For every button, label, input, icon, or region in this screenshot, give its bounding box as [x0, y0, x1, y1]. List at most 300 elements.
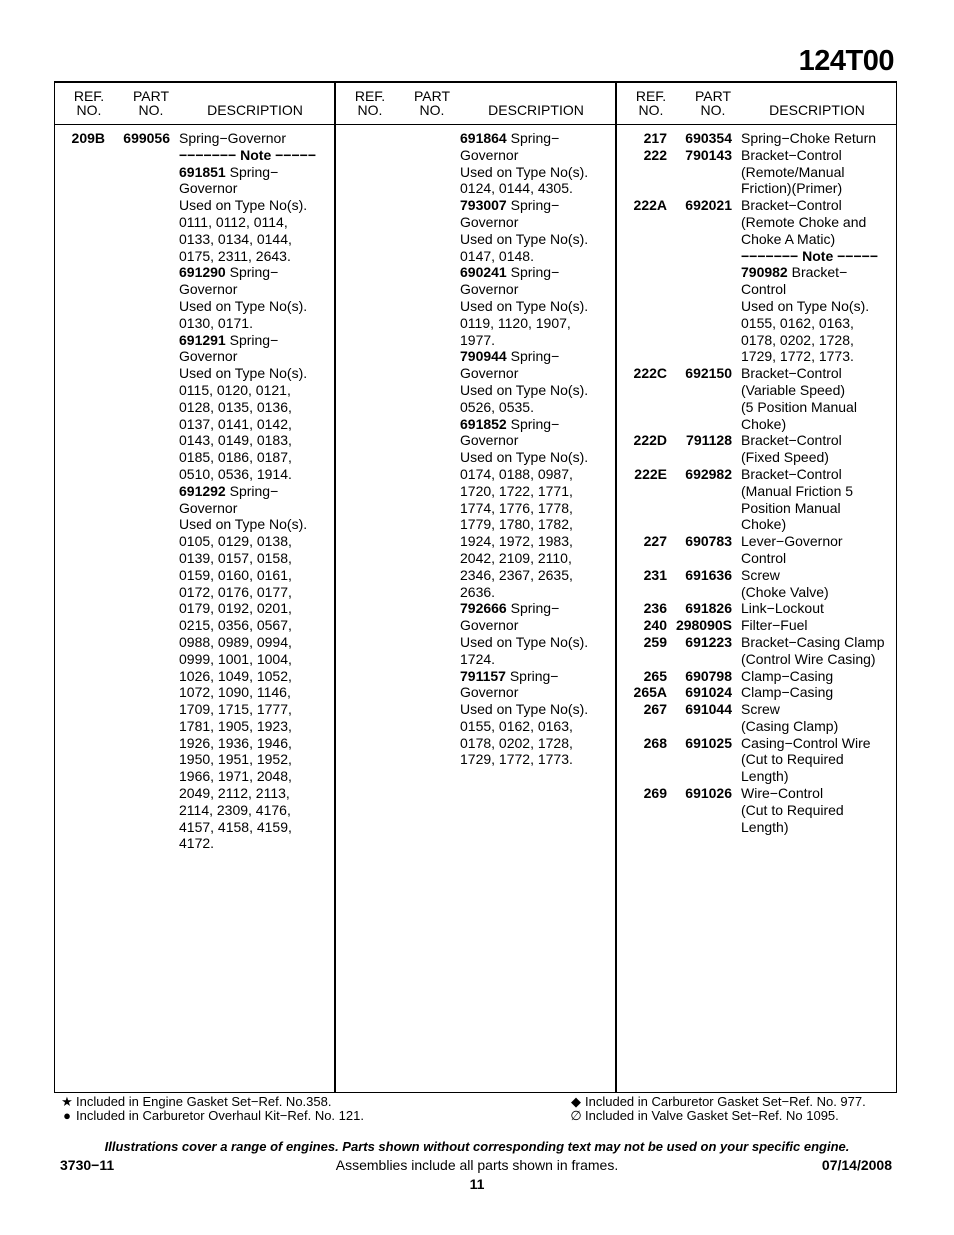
description-line	[179, 449, 335, 466]
part-header-line2: NO.	[419, 102, 445, 118]
description-text: 4157, 4158, 4159,	[179, 818, 292, 835]
description-text: 0178, 0202, 1728,	[460, 734, 573, 751]
description-line	[179, 298, 335, 315]
description-line	[460, 416, 616, 433]
description-text: 1779, 1780, 1782,	[460, 516, 573, 533]
description-line	[741, 751, 897, 768]
description-text: Used on Type No(s).	[460, 449, 589, 466]
description-text: Governor	[460, 365, 519, 382]
part-number: 691044	[685, 701, 732, 718]
description-text: Bracket−Control	[741, 365, 842, 382]
description-text: Control	[741, 549, 787, 566]
description-text: 0185, 0186, 0187,	[179, 449, 292, 466]
description-text: (Choke Valve)	[741, 583, 829, 600]
description-line	[741, 365, 897, 382]
description-line	[741, 281, 897, 298]
description-line	[460, 332, 616, 349]
description-text: 0178, 0202, 1728,	[741, 331, 854, 348]
description-line	[179, 584, 335, 601]
description-text: (Manual Friction 5	[741, 482, 854, 499]
part-row	[617, 567, 897, 601]
description-line	[179, 802, 335, 819]
legend-left	[58, 1095, 364, 1123]
ref-number: 236	[643, 600, 667, 617]
description-line	[460, 516, 616, 533]
description-line	[179, 768, 335, 785]
description-text: Used on Type No(s).	[179, 297, 308, 314]
part-row	[617, 668, 897, 685]
ref-number: 231	[643, 566, 667, 583]
description-text: Governor	[460, 146, 519, 163]
description-line	[179, 600, 335, 617]
description-text: 0128, 0135, 0136,	[179, 398, 292, 415]
description-line	[741, 584, 897, 601]
description-line	[179, 264, 335, 281]
part-description	[741, 701, 897, 735]
description-text: 0139, 0157, 0158,	[179, 549, 292, 566]
description-text: (Remote Choke and	[741, 213, 867, 230]
ref-number: 222A	[633, 197, 667, 214]
description-line	[460, 298, 616, 315]
part-description	[179, 130, 335, 852]
description-text: Lever−Governor	[741, 533, 843, 550]
description-line	[179, 365, 335, 382]
bullet-icon: ●	[63, 1108, 71, 1123]
description-text: Spring−	[225, 264, 279, 281]
part-header-line2: NO.	[138, 102, 164, 118]
part-number: 691024	[685, 684, 732, 701]
part-row	[617, 466, 897, 533]
description-text: 0155, 0162, 0163,	[741, 314, 854, 331]
description-line	[741, 147, 897, 164]
ref-number: 222E	[634, 465, 667, 482]
description-line	[460, 348, 616, 365]
alt-part-number: 691290	[179, 264, 226, 281]
ref-number: 222C	[633, 365, 667, 382]
part-row	[617, 130, 897, 147]
part-description	[741, 466, 897, 533]
description-text: 1950, 1951, 1952,	[179, 751, 292, 768]
description-text: Length)	[741, 768, 789, 785]
description-line	[460, 197, 616, 214]
ref-header-line2: NO.	[76, 102, 102, 118]
description-line	[460, 449, 616, 466]
part-description	[741, 130, 897, 147]
part-description	[741, 600, 897, 617]
description-text: 0988, 0989, 0994,	[179, 633, 292, 650]
description-text: 0133, 0134, 0144,	[179, 230, 292, 247]
description-text: Governor	[179, 348, 238, 365]
description-line	[179, 617, 335, 634]
description-line	[460, 281, 616, 298]
part-number: 690354	[685, 130, 732, 146]
description-line	[741, 399, 897, 416]
part-description	[741, 197, 897, 365]
description-line	[741, 483, 897, 500]
description-line	[460, 147, 616, 164]
description-line	[179, 835, 335, 852]
description-line	[460, 701, 616, 718]
description-line	[460, 264, 616, 281]
part-header-line1: PART	[694, 88, 732, 104]
description-line	[741, 785, 897, 802]
description-line	[179, 735, 335, 752]
part-description	[741, 634, 897, 668]
description-text: (Variable Speed)	[741, 381, 846, 398]
part-row	[617, 533, 897, 567]
description-line	[179, 819, 335, 836]
description-text: 4172.	[179, 835, 215, 852]
note-separator: −−−−−−− Note −−−−−	[741, 247, 878, 264]
description-text: 1781, 1905, 1923,	[179, 717, 292, 734]
description-line	[460, 164, 616, 181]
description-text: 0179, 0192, 0201,	[179, 600, 292, 617]
description-line	[179, 180, 335, 197]
description-text: (Remote/Manual	[741, 163, 845, 180]
description-text: Governor	[460, 281, 519, 298]
parts-column-3	[617, 83, 897, 1092]
description-text: 0172, 0176, 0177,	[179, 583, 292, 600]
description-line	[460, 668, 616, 685]
description-text: 0159, 0160, 0161,	[179, 566, 292, 583]
description-text: Bracket−Control	[741, 432, 842, 449]
description-line	[460, 466, 616, 483]
description-text: Bracket−Control	[741, 197, 842, 214]
description-text: 2049, 2112, 2113,	[179, 785, 290, 802]
description-line	[179, 533, 335, 550]
description-line	[179, 382, 335, 399]
alt-part-number: 691291	[179, 331, 226, 348]
ref-number: 265	[643, 667, 667, 684]
description-line	[741, 617, 897, 634]
description-line	[460, 180, 616, 197]
description-text: 0137, 0141, 0142,	[179, 415, 292, 432]
description-text: Governor	[179, 180, 238, 197]
part-number: 692021	[685, 197, 732, 214]
description-line	[460, 684, 616, 701]
legend-right	[567, 1095, 866, 1123]
description-line	[460, 634, 616, 651]
alt-part-number: 691852	[460, 415, 507, 432]
description-text: Governor	[460, 617, 519, 634]
part-row	[617, 701, 897, 735]
description-text: Spring−	[225, 163, 279, 180]
description-text: Used on Type No(s).	[179, 197, 308, 214]
description-line	[741, 550, 897, 567]
part-description	[741, 735, 897, 785]
description-text: 0143, 0149, 0183,	[179, 432, 292, 449]
parts-table	[54, 81, 897, 1093]
description-text: Used on Type No(s).	[460, 297, 589, 314]
description-text: 0119, 1120, 1907,	[460, 314, 571, 331]
description-text: 1724.	[460, 650, 496, 667]
part-number: 691026	[685, 785, 732, 802]
description-line	[179, 281, 335, 298]
description-line	[460, 500, 616, 517]
part-number: 691025	[685, 734, 732, 751]
description-line	[179, 500, 335, 517]
description-line	[460, 735, 616, 752]
disclaimer: Illustrations cover a range of engines. Parts shown without corresponding text may not be used on your specific engine.	[104, 1139, 850, 1154]
description-text: Used on Type No(s).	[741, 297, 870, 314]
description-line	[179, 785, 335, 802]
description-line	[460, 651, 616, 668]
description-line	[179, 130, 335, 147]
parts-rows	[617, 130, 897, 835]
parts-column-1	[55, 83, 335, 1092]
description-text: Used on Type No(s).	[460, 381, 589, 398]
description-line	[741, 164, 897, 181]
description-line	[460, 382, 616, 399]
assemblies-note: Assemblies include all parts shown in frames.	[335, 1157, 619, 1173]
description-text: (Casing Clamp)	[741, 717, 839, 734]
description-line	[460, 718, 616, 735]
alt-part-number: 691292	[179, 482, 226, 499]
note-separator: −−−−−−− Note −−−−−	[179, 146, 316, 163]
part-description	[741, 432, 897, 466]
ref-number: 209B	[71, 130, 105, 146]
alt-part-number: 790944	[460, 348, 507, 365]
description-line	[741, 684, 897, 701]
description-text: 0175, 2311, 2643.	[179, 247, 291, 264]
part-header-line1: PART	[413, 88, 451, 104]
part-number: 790143	[685, 146, 732, 163]
description-line	[179, 248, 335, 265]
part-description	[741, 684, 897, 701]
description-text: Governor	[460, 684, 519, 701]
ref-number: 259	[643, 633, 667, 650]
part-number: 692150	[685, 365, 732, 382]
part-row	[617, 634, 897, 668]
description-text: Spring−	[506, 415, 560, 432]
ref-header-line2: NO.	[638, 102, 664, 118]
description-text: 0147, 0148.	[460, 247, 534, 264]
part-row	[617, 617, 897, 634]
description-text: Spring−	[506, 600, 560, 617]
description-text: 0130, 0171.	[179, 314, 253, 331]
description-text: Link−Lockout	[741, 600, 824, 617]
description-line	[179, 315, 335, 332]
description-line	[460, 248, 616, 265]
description-line	[179, 399, 335, 416]
description-line	[741, 348, 897, 365]
description-text: 1774, 1776, 1778,	[460, 499, 573, 516]
description-line	[460, 214, 616, 231]
ref-number: 227	[643, 533, 667, 550]
description-text: Governor	[179, 499, 238, 516]
description-line	[179, 348, 335, 365]
alt-part-number: 691864	[460, 130, 507, 146]
description-text: 0999, 1001, 1004,	[179, 650, 292, 667]
description-line	[179, 164, 335, 181]
description-line	[741, 264, 897, 281]
part-row	[617, 684, 897, 701]
description-line	[179, 651, 335, 668]
empty-set-icon: ∅	[570, 1108, 582, 1123]
description-line	[741, 819, 897, 836]
part-number: 691223	[685, 633, 732, 650]
description-text: Choke A Matic)	[741, 230, 836, 247]
description-line	[460, 315, 616, 332]
description-text: Screw	[741, 701, 780, 718]
alt-part-number: 790982	[741, 264, 788, 281]
parts-rows	[55, 130, 335, 852]
legend-item: ● Included in Carburetor Overhaul Kit−Ref. No. 121.	[58, 1109, 364, 1123]
diamond-icon: ◆	[571, 1094, 581, 1109]
part-description	[460, 130, 616, 768]
part-number: 699056	[123, 130, 170, 146]
description-text: Governor	[179, 281, 238, 298]
description-line	[460, 600, 616, 617]
description-line	[741, 600, 897, 617]
alt-part-number: 793007	[460, 197, 507, 214]
description-text: Control	[741, 281, 787, 298]
description-line	[179, 718, 335, 735]
description-text: Used on Type No(s).	[460, 701, 589, 718]
description-text: Used on Type No(s).	[179, 365, 308, 382]
ref-number: 217	[643, 130, 667, 146]
description-text: (Cut to Required	[741, 801, 844, 818]
description-text: Spring−	[225, 482, 279, 499]
description-text: Governor	[460, 213, 519, 230]
part-number: 690798	[685, 667, 732, 684]
description-line	[460, 567, 616, 584]
description-line	[741, 332, 897, 349]
description-text: 0510, 0536, 1914.	[179, 465, 292, 482]
description-text: Spring−	[506, 348, 560, 365]
description-text: Wire−Control	[741, 785, 824, 802]
ref-number: 267	[643, 701, 667, 718]
description-line	[741, 416, 897, 433]
part-number: 691826	[685, 600, 732, 617]
part-description	[741, 147, 897, 197]
description-line	[741, 231, 897, 248]
ref-number: 269	[643, 785, 667, 802]
description-line	[460, 483, 616, 500]
description-line	[179, 214, 335, 231]
part-header-line1: PART	[132, 88, 170, 104]
part-description	[741, 785, 897, 835]
description-text: Friction)(Primer)	[741, 180, 843, 197]
description-text: 2346, 2367, 2635,	[460, 566, 573, 583]
ref-number: 268	[643, 734, 667, 751]
description-line	[741, 500, 897, 517]
part-row	[617, 432, 897, 466]
description-text: (5 Position Manual	[741, 398, 857, 415]
description-line	[741, 735, 897, 752]
description-text: 0124, 0144, 4305.	[460, 180, 573, 197]
page-number: 11	[469, 1176, 485, 1192]
part-row	[55, 130, 335, 852]
ref-header-line1: REF.	[354, 88, 386, 104]
description-line	[741, 466, 897, 483]
description-line	[460, 432, 616, 449]
description-line	[460, 751, 616, 768]
description-text: 1924, 1972, 1983,	[460, 533, 573, 550]
description-line	[179, 466, 335, 483]
description-line	[741, 315, 897, 332]
description-line	[460, 533, 616, 550]
part-description	[741, 533, 897, 567]
description-text: Governor	[460, 432, 519, 449]
part-number: 690783	[685, 533, 732, 550]
description-line	[741, 701, 897, 718]
description-text: Used on Type No(s).	[460, 633, 589, 650]
description-text: Bracket−Control	[741, 465, 842, 482]
description-text: Used on Type No(s).	[460, 163, 589, 180]
description-text: 1026, 1049, 1052,	[179, 667, 292, 684]
description-text: Filter−Fuel	[741, 617, 808, 634]
description-line	[460, 399, 616, 416]
alt-part-number: 691851	[179, 163, 226, 180]
description-text: (Fixed Speed)	[741, 449, 829, 466]
part-description	[741, 567, 897, 601]
part-row	[336, 130, 616, 768]
description-line	[741, 248, 897, 265]
part-description	[741, 668, 897, 685]
description-line	[460, 130, 616, 147]
description-header: DESCRIPTION	[769, 102, 865, 118]
description-line	[460, 584, 616, 601]
description-text: 0155, 0162, 0163,	[460, 717, 573, 734]
part-description	[741, 365, 897, 432]
description-text: 0174, 0188, 0987,	[460, 465, 573, 482]
description-line	[741, 516, 897, 533]
description-text: 1729, 1772, 1773.	[741, 348, 854, 365]
description-text: Used on Type No(s).	[460, 230, 589, 247]
description-line	[741, 449, 897, 466]
part-row	[617, 600, 897, 617]
description-line	[460, 365, 616, 382]
description-text: Screw	[741, 566, 780, 583]
description-line	[179, 483, 335, 500]
legend-item: ★ Included in Engine Gasket Set−Ref. No.358.	[58, 1095, 364, 1109]
description-text: 1977.	[460, 331, 496, 348]
parts-rows	[336, 130, 616, 768]
ref-number: 265A	[633, 684, 667, 701]
print-date: 07/14/2008	[821, 1157, 892, 1173]
description-line	[179, 197, 335, 214]
description-line	[741, 197, 897, 214]
description-header: DESCRIPTION	[488, 102, 584, 118]
description-text: Spring−Choke Return	[741, 130, 877, 146]
star-icon: ★	[61, 1094, 73, 1109]
description-line	[741, 651, 897, 668]
description-line	[741, 382, 897, 399]
description-text: Spring−	[506, 130, 560, 146]
description-text: Spring−	[506, 197, 560, 214]
description-line	[741, 432, 897, 449]
description-line	[179, 147, 335, 164]
description-line	[741, 634, 897, 651]
part-number: 692982	[685, 465, 732, 482]
description-line	[179, 684, 335, 701]
legend-item: ◆ Included in Carburetor Gasket Set−Ref. No. 977.	[567, 1095, 866, 1109]
description-line	[741, 130, 897, 147]
description-line	[460, 231, 616, 248]
legend-item: ∅ Included in Valve Gasket Set−Ref. No 1095.	[567, 1109, 866, 1123]
model-number: 124T00	[798, 45, 894, 77]
description-text: 2636.	[460, 583, 496, 600]
description-text: Casing−Control Wire	[741, 734, 871, 751]
description-line	[741, 180, 897, 197]
description-line	[179, 432, 335, 449]
description-text: Spring−Governor	[179, 130, 287, 146]
description-text: Spring−	[225, 331, 279, 348]
description-line	[179, 751, 335, 768]
description-line	[179, 668, 335, 685]
description-line	[741, 768, 897, 785]
